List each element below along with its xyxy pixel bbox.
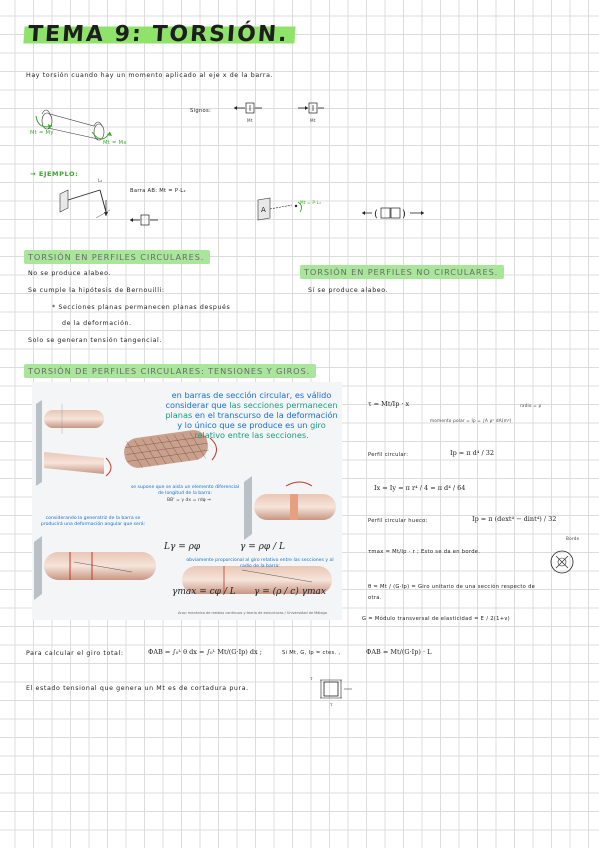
figure-eq-3: γmax = cφ / L xyxy=(172,587,236,597)
svg-text:(: ( xyxy=(374,209,378,220)
figure-eq-2: γ = ρφ / L xyxy=(240,542,285,552)
tau-symbol-top: τ xyxy=(310,676,313,681)
theta-note: θ = Mt / (G·Ip) = Giro unitario de una sección respecto de otra. xyxy=(368,584,536,601)
section-title-circular: TORSIÓN EN PERFILES CIRCULARES. xyxy=(24,250,210,264)
ip-hueco-formula: Ip = π (dext⁴ − dint⁴) / 32 xyxy=(472,515,557,523)
ix-iy-formula: Ix = Iy = π r⁴ / 4 = π d⁴ / 64 xyxy=(374,484,466,492)
circular-line-1: No se produce alabeo. xyxy=(28,270,112,277)
figure-main-b: las secciones permanecen planas xyxy=(165,400,338,420)
radio-note: radio = ρ xyxy=(520,403,542,408)
figure-caption: Aroz: mecánica de medios continuos y teoría de estructuras / Universidad de Málaga xyxy=(178,611,327,615)
borde-section-icon xyxy=(548,548,576,576)
momento-polar-note: momento polar = Ip = ∫A ρ² dA(m⁴) xyxy=(430,418,512,423)
ejemplo-dim: L₂ xyxy=(98,178,103,183)
figure-main-text xyxy=(164,390,339,440)
tau-max-note: τmax = Mt/Ip · r ; Esto se da en borde. xyxy=(368,549,481,555)
svg-text:): ) xyxy=(402,209,406,220)
sign-mt-b: Mt xyxy=(310,118,316,123)
circular-line-5: Solo se generan tensión tangencial. xyxy=(28,337,162,344)
ejemplo-moment-label: Mt = P·L₂ xyxy=(300,200,322,205)
page-title: TEMA 9: TORSIÓN. xyxy=(23,22,295,47)
circular-line-3: * Secciones planas permanecen planas después xyxy=(52,304,231,311)
mt-label-right: Mt = Mx xyxy=(103,140,127,146)
ip-circular-formula: Ip = π d⁴ / 32 xyxy=(450,449,495,457)
figure-eq-4: γ = (ρ / c) γmax xyxy=(254,587,326,597)
figure-main-c: en el transcurso de la deformación y lo único que se produce es un xyxy=(177,410,338,430)
ejemplo-result-diagram xyxy=(360,205,428,221)
estado-tensional: El estado tensional que genera un Mt es de cortadura pura. xyxy=(26,685,249,692)
no-circular-line-1: Sí se produce alabeo. xyxy=(308,287,389,294)
sign-diagram-negative xyxy=(232,100,266,116)
g-note: G = Módulo transversal de elasticidad = E / 2(1+ν) xyxy=(362,616,510,622)
figure-note-1: se supone que se aisla un elemento diferencial de longitud de la barra: xyxy=(130,485,240,496)
signos-label: Signos: xyxy=(190,108,212,114)
sign-mt-a: Mt xyxy=(247,118,253,123)
svg-text:A: A xyxy=(261,206,266,214)
si-constantes: Si Mt, G, Ip = ctes. , xyxy=(282,650,341,656)
section-title-no-circular: TORSIÓN EN PERFILES NO CIRCULARES. xyxy=(300,265,504,279)
textbook-figure xyxy=(32,382,342,620)
figure-eq-1: Lγ = ρφ xyxy=(164,542,201,552)
perfil-circular-label: Perfil circular: xyxy=(368,452,409,458)
figure-note-1-eq: BB' = γ dx = rdφ ⇒ xyxy=(167,498,211,503)
cortadura-pura-diagram xyxy=(312,674,356,706)
figure-note-2: considerando la generatriz de la barra se producirá una deformación angular que será: xyxy=(40,516,146,527)
circular-line-4: de la deformación. xyxy=(62,320,132,327)
tau-symbol-bottom: τ xyxy=(330,702,333,707)
section-title-tensiones: TORSIÓN DE PERFILES CIRCULARES: TENSIONES Y GIROS. xyxy=(24,364,316,378)
ejemplo-sign-diagram xyxy=(128,213,162,227)
intro-text: Hay torsión cuando hay un momento aplicado al eje x de la barra. xyxy=(26,72,274,79)
giro-result: ΦAB = Mt/(G·Ip) · L xyxy=(366,648,432,656)
ejemplo-label: → EJEMPLO: xyxy=(30,170,79,178)
figure-main-a: en barras de sección circular, es válido considerar que xyxy=(165,390,332,410)
figure-note-3: obviamente proporcional al giro relativo entre las secciones y al radio de la barra: xyxy=(186,558,334,569)
sign-diagram-positive xyxy=(296,100,330,116)
mt-label-left: Mt = My xyxy=(30,130,54,136)
circular-line-2: Se cumple la hipótesis de Bernouilli: xyxy=(28,287,165,294)
perfil-hueco-label: Perfil circular hueco: xyxy=(368,518,428,524)
ejemplo-barra: Barra AB: Mt = P·L₂ xyxy=(130,188,186,194)
tau-formula: τ = Mt/Ip · x xyxy=(368,400,410,408)
ejemplo-diagram xyxy=(56,180,118,222)
giro-total-label: Para calcular el giro total: xyxy=(26,650,124,657)
figure-main-d: giro relativo entre las secciones. xyxy=(194,420,326,440)
giro-total-formula: ΦAB = ∫₀ᴸ θ dx = ∫₀ᴸ Mt/(G·Ip) dx ; xyxy=(148,648,262,656)
borde-label: Borde xyxy=(566,536,580,541)
